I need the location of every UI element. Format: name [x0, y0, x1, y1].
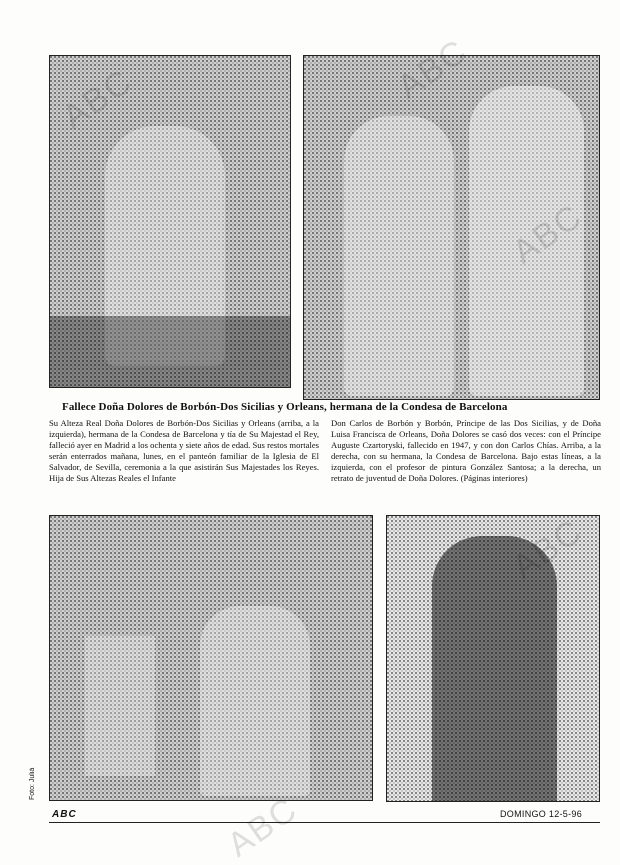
- figure-silhouette: [432, 536, 557, 802]
- photo-with-sister-condesa: [303, 55, 600, 400]
- headline: Fallece Doña Dolores de Borbón-Dos Sicilias y Orleans, hermana de la Condesa de Barcelona: [62, 401, 508, 413]
- table-silhouette: [50, 316, 291, 388]
- footer-rule: [49, 822, 600, 823]
- photo-with-painting-teacher: [49, 515, 373, 801]
- photo-credit: Foto: Juliá: [29, 767, 36, 800]
- figure-right-silhouette: [469, 86, 584, 396]
- easel-silhouette: [85, 636, 155, 776]
- body-text-right: Don Carlos de Borbón y Borbón, Príncipe de las Dos Sicilias, y de Doña Luisa Francisca de Orleans, Doña Dolores se casó dos veces: con el Príncipe Auguste Czartoryski, fallecido en 1947, y con don Carlos Chías. Arriba, a la derecha, con su hermana, la Condesa de Barcelona. Bajo estas líneas, a la izquierda, con el profesor de pintura González Santosa; a la derecha, un retrato de juventud de Doña Dolores. (Páginas interiores): [331, 418, 601, 484]
- figure-silhouette: [200, 606, 310, 796]
- photo-youth-portrait: [386, 515, 600, 802]
- figure-left-silhouette: [344, 116, 454, 396]
- footer-date: DOMINGO 12-5-96: [500, 809, 583, 819]
- footer-logo: ABC: [52, 809, 77, 820]
- photo-dona-dolores-portrait: [49, 55, 291, 388]
- body-text-left: Su Alteza Real Doña Dolores de Borbón-Dos Sicilias y Orleans (arriba, a la izquierda), hermana de la Condesa de Barcelona y tía de Su Majestad el Rey, falleció ayer en Madrid a los ochenta y siete años de edad. Sus restos mortales serán enterrados mañana, lunes, en el panteón familiar de la Iglesia de El Salvador, de Sevilla, ceremonia a la que asistirán Sus Majestades los Reyes. Hija de Sus Altezas Reales el Infante: [49, 418, 319, 484]
- watermark: ABC: [220, 789, 305, 865]
